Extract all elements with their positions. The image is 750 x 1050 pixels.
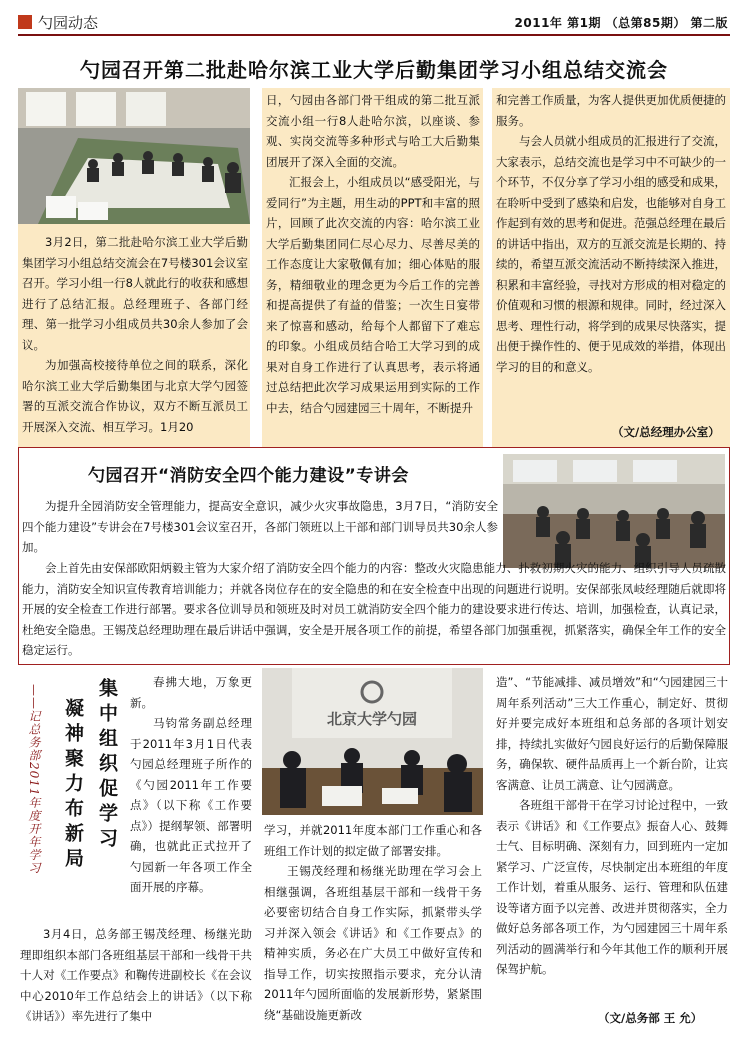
article3-subtitle: ——记总务部2011年度开年学习 xyxy=(27,684,41,875)
article3-col-a-bottom xyxy=(20,924,252,1027)
article1-col3-para: 与会人员就小组成员的汇报进行了交流，大家表示，总结交流也是学习中不可缺少的一个环节，不仅分享了学习小组的感受和成果，在聆听中受到了感染和启发，也能够对自身工作起到有效的思考和促进。范强总经理在最后的讲话中指出，双方的互派交流是长期的、持续的，希望互派交流活动不断持续深入推进，积累和丰富经验，寻找对方形成的相对稳定的价值观和习惯的根源和规律。同时，经过深入思考、理性行动，将学到的成果尽快落实，提出便于操作性的、便于见成效的举措，体现出学习的目的和意义。 xyxy=(496,134,726,374)
section-square-icon xyxy=(18,15,32,29)
article1-col1 xyxy=(22,232,248,437)
article1-col3-para: 和完善工作质量，为客人提供更加优质便捷的服务。 xyxy=(496,93,726,128)
article3-signature: （文/总务部 王 允） xyxy=(598,1011,703,1025)
article2-para: 会上首先由安保部欧阳炳毅主管为大家介绍了消防安全四个能力的内容：整改火灾隐患能力、扑救初期火灾的能力、组织引导人员疏散能力，消防安全知识宣传教育培训能力；并就各岗位存在的安全隐患的和在安全检查中出现的问题进行说明。安保部张凤岐经理随后就即将开展的安全检查工作进行部署。要求各位训导员和领班及时对员工就消防安全四个能力的建设要求进行传达、培训，加强检查，认真记录，杜绝安全隐患。王锡茂总经理助理在最后讲话中强调，安全是开展各项工作的前提，希望各部门加强重视，抓紧落实，确保全年工作的安全稳定运行。 xyxy=(22,561,726,657)
section-name: 勺园动态 xyxy=(38,14,99,32)
discussion-photo xyxy=(262,668,483,815)
wall-sign-text: 北京大学勺园 xyxy=(326,710,418,728)
seminar-photo xyxy=(503,454,725,568)
article2-title: 勺园召开“消防安全四个能力建设”专讲会 xyxy=(88,466,409,486)
page-header xyxy=(18,10,730,36)
article3-para: 3月4日，总务部王锡茂经理、杨继光助理即组织本部门各班组基层干部和一线骨干共十人对《工作要点》和鞠传进副校长《在会议中心2010年工作总结会上的讲话》（以下称《讲话》）率先进行了集中 xyxy=(20,927,252,1023)
article3-para: 学习，并就2011年度本部门工作重心和各班组工作计划的拟定做了部署安排。 xyxy=(264,823,482,858)
article1-signature: （文/总经理办公室） xyxy=(612,425,720,439)
article3-para: 春拂大地，万象更新。 xyxy=(130,675,252,710)
article1-col2-para: 汇报会上，小组成员以“感受阳光，与爱同行”为主题，用生动的PPT和丰富的照片，回顾了此次交流的内容：哈尔滨工业大学后勤集团同仁尽心尽力、尽善尽美的工作态度让大家敬佩有加；细心体贴的服务，精细敬业的理念更为今后工作的完善和提高提供了有益的借鉴；一次生日宴带来了惊喜和感动，给每个人都留下了难忘的印象。小组成员结合哈工大学习到的成果对自身工作进行了认真思考，表示将通过总结把此次学习成果运用到实际的工作中去，结合勺园建园三十周年，不断提升 xyxy=(266,175,480,415)
article3-col-c xyxy=(496,672,728,980)
meeting-room-photo xyxy=(18,88,250,224)
article1-col1-para: 为加强高校接待单位之间的联系，深化哈尔滨工业大学后勤集团与北京大学勺园签署的互派交流合作协议，双方不断互派员工开展深入交流、相互学习。1月20 xyxy=(22,358,248,434)
article1-col1-para: 3月2日，第二批赴哈尔滨工业大学后勤集团学习小组总结交流会在7号楼301会议室召开。学习小组一行8人就此行的收获和感想进行了总结汇报。总经理班子、各部门经理、第一批学习小组成员共30余人参加了会议。 xyxy=(22,235,248,352)
article3-para: 马钧常务副总经理于2011年3月1日代表勺园总经理班子所作的《勺园2011年工作要点》（以下称《工作要点》）提纲挈领、部署明确，也就此正式拉开了勺园新一年各项工作全面开展的序幕。 xyxy=(130,716,252,894)
article1-title: 勺园召开第二批赴哈尔滨工业大学后勤集团学习小组总结交流会 xyxy=(80,58,668,82)
article3-title-line2: 凝神聚力布新局 xyxy=(62,698,84,873)
article3-col-b xyxy=(264,820,482,1025)
article1-col3 xyxy=(496,90,726,377)
article2-para-1 xyxy=(22,496,498,558)
article1-col2-para: 日，勺园由各部门骨干组成的第二批互派交流小组一行8人赴哈尔滨，以座谈、参观、实岗交流等多种形式与哈工大后勤集团展开了深入全面的交流。 xyxy=(266,93,480,169)
article3-para: 王锡茂经理和杨继光助理在学习会上相继强调，各班组基层干部和一线骨干务必要密切结合自身工作实际，抓紧带头学习并深入领会《讲话》和《工作要点》的精神实质，务必在广大员工中做好宣传和指导工作，切实按照指示要求，充分认清2011年勺园所面临的发展新形势，紧紧围绕“基础设施更新改 xyxy=(264,864,482,1022)
article3-para: 造”、“节能减排、减员增效”和“勺园建园三十周年系列活动”三大工作重心，制定好、贯彻好并要完成好本班组和总务部的各项计划安排，持续扎实做好勺园良好运行的后勤保障服务，确保软、硬件品质再上一个新台阶，让宾客满意、让员工满意、让勺园满意。 xyxy=(496,675,728,792)
issue-info: 2011年 第1期 （总第85期） 第二版 xyxy=(514,16,728,30)
article3-para: 各班组干部骨干在学习讨论过程中，一致表示《讲话》和《工作要点》振奋人心、鼓舞士气、目标明确、深刻有力，回到班内一定加紧学习、广泛宣传，尽快制定出本班组的年度工作计划，着重从服务、运行、管理和队伍建设等诸方面予以完善、改进并贯彻落实，全力做好总务部各项工作，为勺园建园三十周年系列活动的圆满举行和今年其他工作的顺利开展保驾护航。 xyxy=(496,798,728,976)
article3-col-a-top xyxy=(130,672,252,898)
article2-para-2 xyxy=(22,558,726,661)
article1-col2 xyxy=(266,90,480,418)
article3-title-line1: 集中组织促学习 xyxy=(96,678,118,853)
article2-para: 为提升全园消防安全管理能力，提高安全意识，减少火灾事故隐患，3月7日，“消防安全四个能力建设”专讲会在7号楼301会议室召开，各部门领班以上干部和部门训导员共30余人参加。 xyxy=(22,499,498,554)
